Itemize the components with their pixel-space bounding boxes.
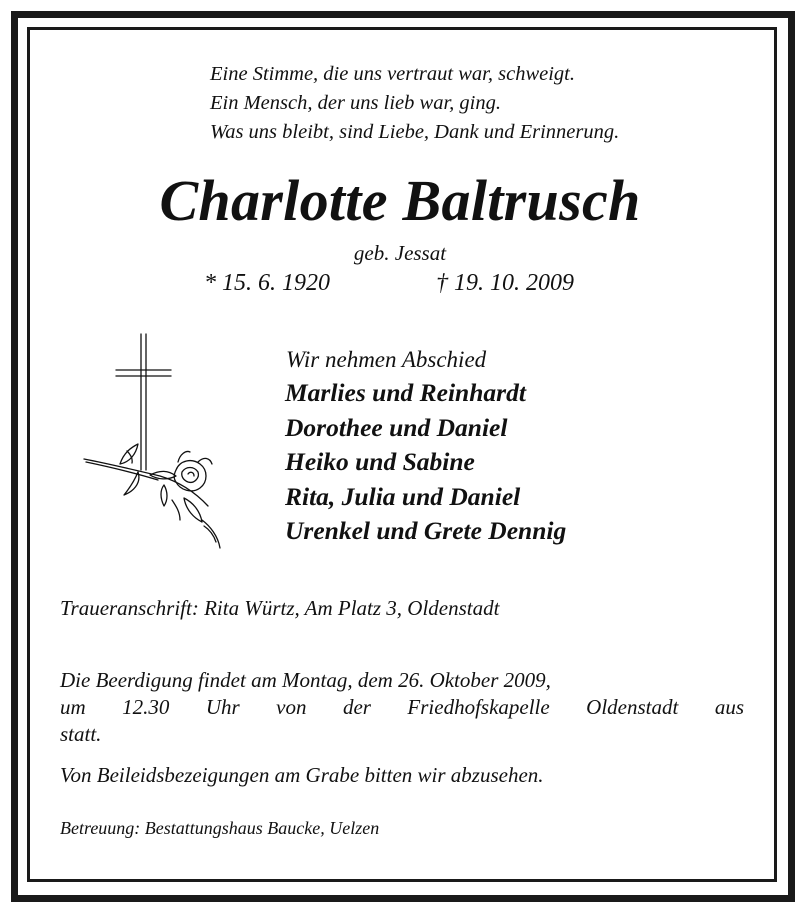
condolence-note: Von Beileidsbezeigungen am Grabe bitten wir abzusehen. (60, 763, 544, 787)
funeral-notice (60, 667, 744, 748)
mourner-entry: Marlies und Reinhardt (285, 378, 526, 407)
mourners-list (285, 376, 566, 549)
funeral-line: statt. (60, 722, 102, 746)
death-date: † 19. 10. 2009 (436, 270, 574, 296)
mourner-entry: Dorothee und Daniel (285, 412, 508, 442)
poem-line: Eine Stimme, die uns vertraut war, schweigt. (210, 63, 575, 85)
mourner-entry: Rita, Julia und Daniel (285, 481, 521, 511)
undertaker-credit: Betreuung: Bestattungshaus Baucke, Uelzen (60, 818, 380, 838)
poem-line: Was uns bleibt, sind Liebe, Dank und Erinnerung. (210, 121, 620, 143)
mourner-entry: Heiko und Sabine (285, 447, 475, 476)
cross-with-rose-icon (80, 330, 230, 555)
funeral-line: um 12.30 Uhr von der Friedhofskapelle Oldenstadt aus (60, 695, 744, 719)
mourner-entry: Urenkel und Grete Dennig (285, 516, 567, 545)
deceased-name: Charlotte Baltrusch (159, 168, 641, 233)
birth-date: * 15. 6. 1920 (204, 270, 330, 296)
maiden-name: geb. Jessat (353, 241, 447, 265)
poem-verse (210, 60, 619, 147)
mourning-address: Traueranschrift: Rita Würtz, Am Platz 3, Oldenstadt (60, 596, 500, 620)
funeral-line: Die Beerdigung findet am Montag, dem 26. Oktober 2009, (60, 668, 551, 692)
farewell-intro: Wir nehmen Abschied (286, 347, 487, 372)
poem-line: Ein Mensch, der uns lieb war, ging. (210, 92, 501, 114)
